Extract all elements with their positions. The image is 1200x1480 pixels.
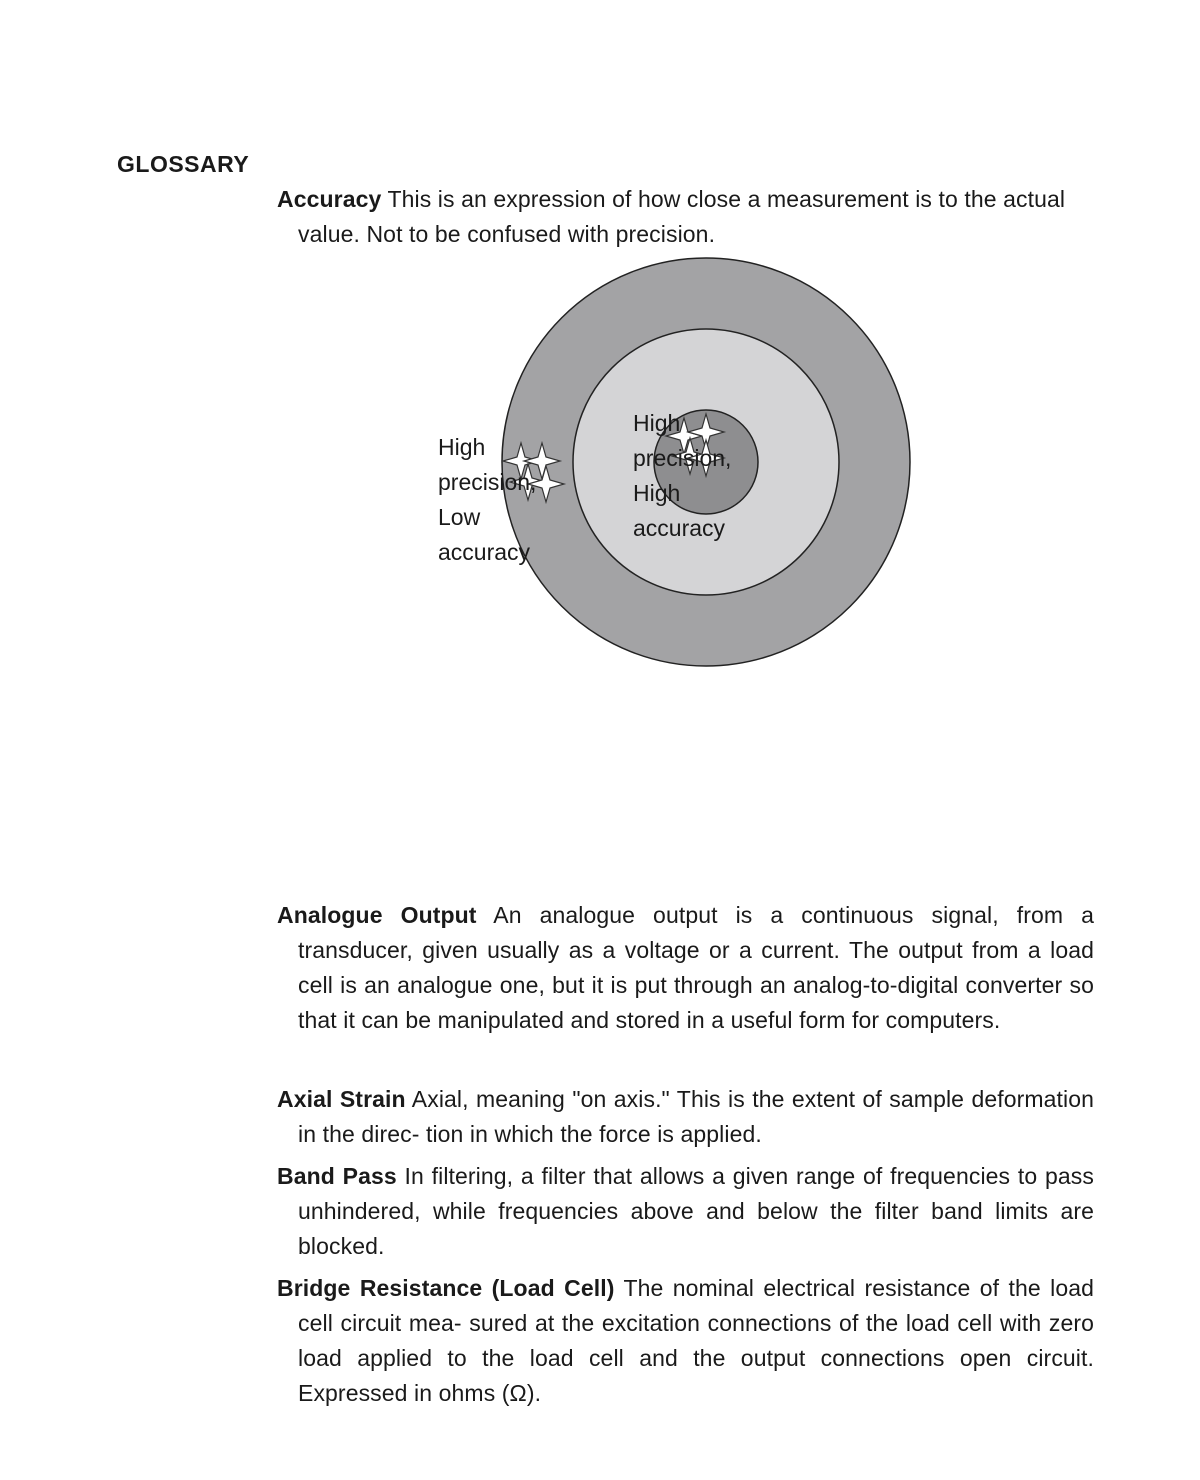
glossary-entry-axial-strain [277, 1082, 1094, 1152]
label-center-line: High [633, 410, 681, 436]
definition-bridge-resistance: The nominal electrical resistance of the load cell circuit mea- sured at the excitation connections of the load cell with zero load applied to the load cell and the output connections open circuit. Expressed in ohms (Ω). [298, 1275, 1095, 1406]
definition-accuracy: This is an expression of how close a measurement is to the actual value. Not to be confused with precision. [298, 186, 1066, 247]
label-left-line: High [438, 434, 486, 460]
term-bridge-resistance: Bridge Resistance (Load Cell) [277, 1275, 615, 1301]
term-axial-strain: Axial Strain [277, 1086, 406, 1112]
glossary-entry-analogue-output [277, 898, 1094, 1038]
term-analogue-output: Analogue Output [277, 902, 477, 928]
label-left-line: precision, [438, 469, 537, 495]
label-left-line: accuracy [438, 539, 531, 565]
glossary-entry-bridge-resistance [277, 1271, 1094, 1411]
label-left-line: Low [438, 504, 481, 530]
glossary-entry-band-pass [277, 1159, 1094, 1264]
term-band-pass: Band Pass [277, 1163, 397, 1189]
label-center-line: precision, [633, 445, 732, 471]
label-center-line: accuracy [633, 515, 726, 541]
definition-axial-strain: Axial, meaning "on axis." This is the extent of sample deformation in the direc- tion in which the force is applied. [298, 1086, 1095, 1147]
term-accuracy: Accuracy [277, 186, 382, 212]
label-center-line: High [633, 480, 681, 506]
definition-analogue-output: An analogue output is a continuous signal, from a transducer, given usually as a voltage or a current. The output from a load cell is an analogue one, but it is put through an analog-to-digital converter so that it can be manipulated and stored in a useful form for computers. [298, 902, 1095, 1033]
accuracy-precision-target-figure [0, 0, 1200, 700]
definition-band-pass: In filtering, a filter that allows a given range of frequencies to pass unhindered, while frequencies above and below the filter band limits are blocked. [298, 1163, 1094, 1259]
glossary-heading: GLOSSARY [117, 151, 250, 177]
